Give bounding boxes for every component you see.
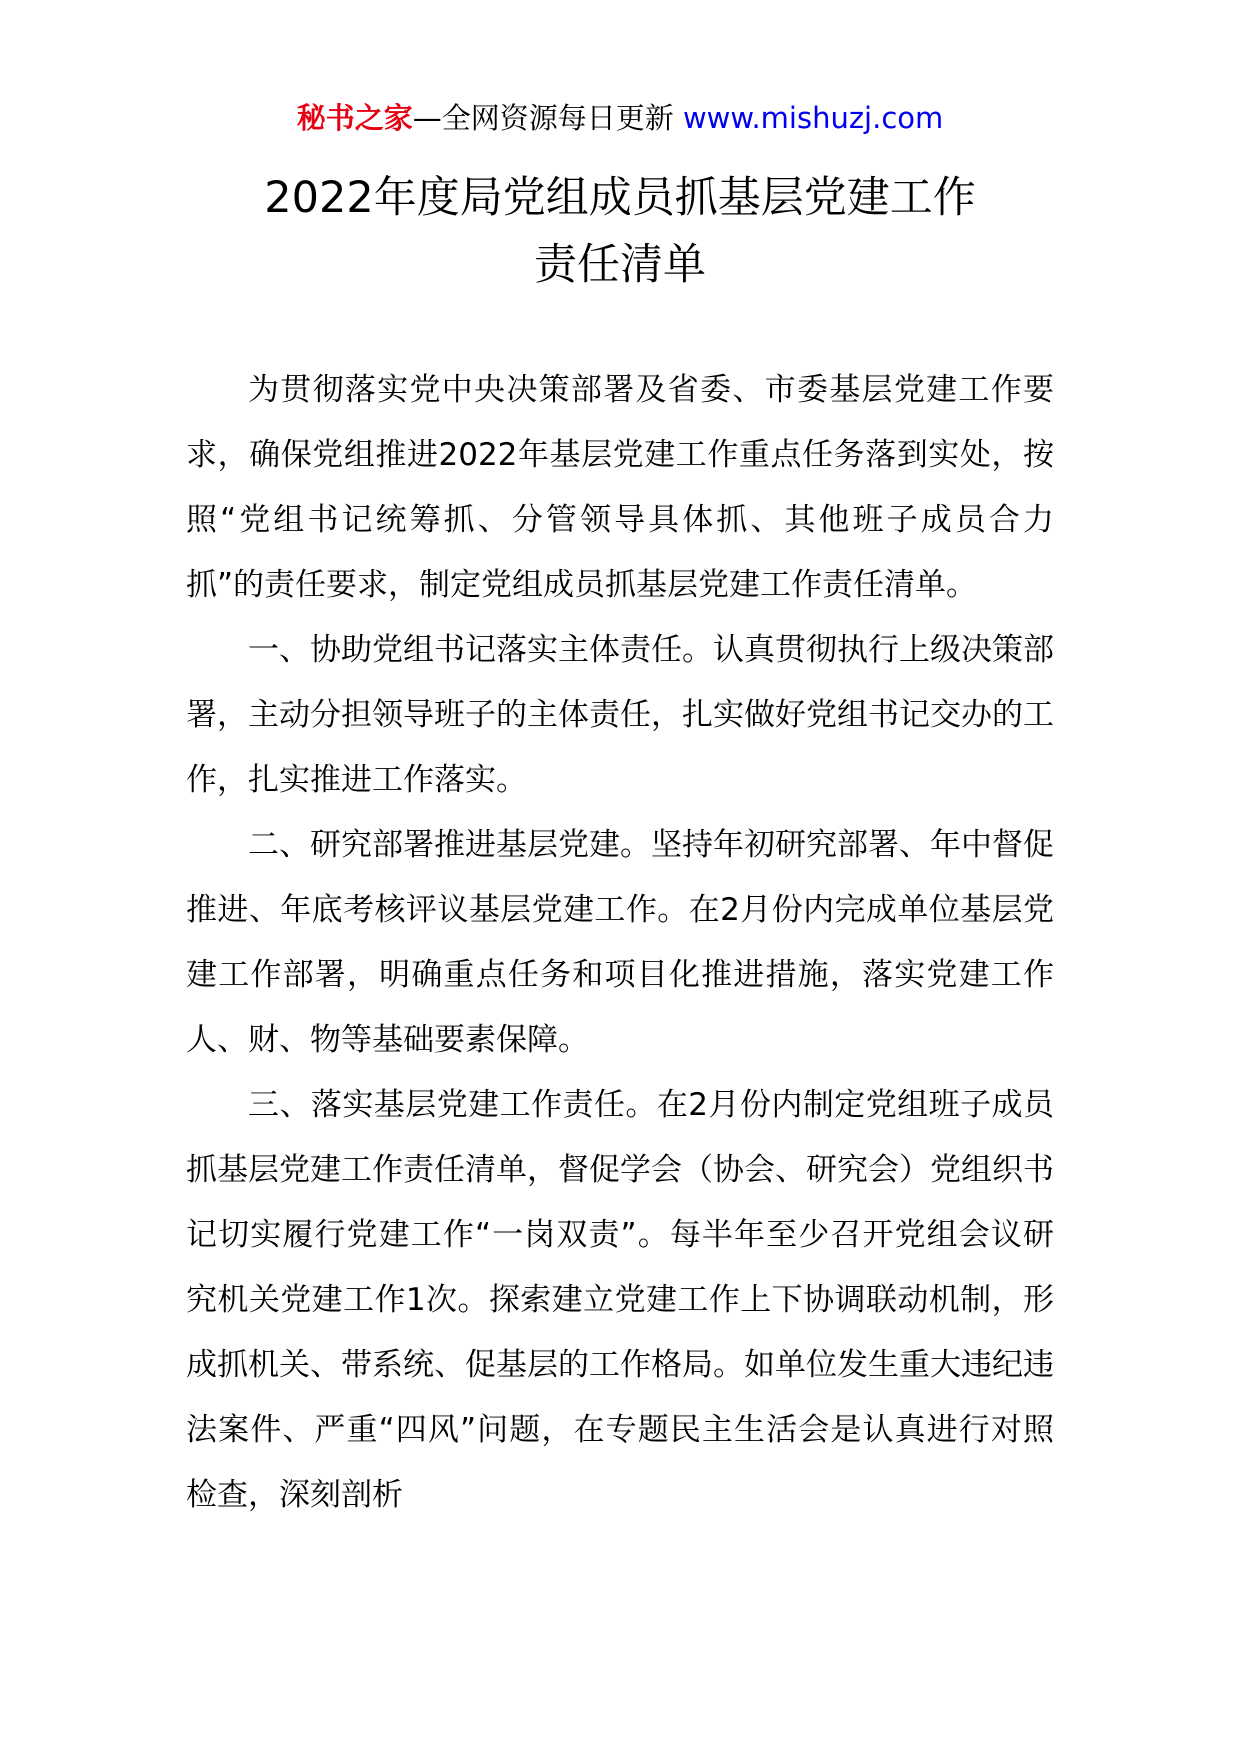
site-url-link[interactable]: www.mishuzj.com <box>682 101 944 135</box>
paragraph-intro: 为贯彻落实党中央决策部署及省委、市委基层党建工作要求，确保党组推进2022年基层党建工作重点任务落到实处，按照“党组书记统筹抓、分管领导具体抓、其他班子成员合力抓”的责任要求，制定党组成员抓基层党建工作责任清单。 <box>186 372 1054 603</box>
paragraph-section-1: 一、协助党组书记落实主体责任。认真贯彻执行上级决策部署，主动分担领导班子的主体责任，扎实做好党组书记交办的工作，扎实推进工作落实。 <box>186 632 1054 798</box>
title-line-1: 2022年度局党组成员抓基层党建工作 <box>264 173 976 223</box>
document-title <box>0 165 1240 299</box>
brand-name: 秘书之家 <box>296 101 413 135</box>
title-line-2: 责任清单 <box>534 240 706 290</box>
document-body <box>186 358 1054 1528</box>
paragraph-section-2: 二、研究部署推进基层党建。坚持年初研究部署、年中督促推进、年底考核评议基层党建工作。在2月份内完成单位基层党建工作部署，明确重点任务和项目化推进措施，落实党建工作人、财、物等基础要素保障。 <box>186 827 1054 1058</box>
site-header <box>0 98 1240 138</box>
paragraph-section-3: 三、落实基层党建工作责任。在2月份内制定党组班子成员抓基层党建工作责任清单，督促学会（协会、研究会）党组织书记切实履行党建工作“一岗双责”。每半年至少召开党组会议研究机关党建工作1次。探索建立党建工作上下协调联动机制，形成抓机关、带系统、促基层的工作格局。如单位发生重大违纪违法案件、严重“四风”问题，在专题民主生活会是认真进行对照检查，深刻剖析 <box>186 1087 1054 1513</box>
header-tagline: —全网资源每日更新 <box>412 101 683 135</box>
